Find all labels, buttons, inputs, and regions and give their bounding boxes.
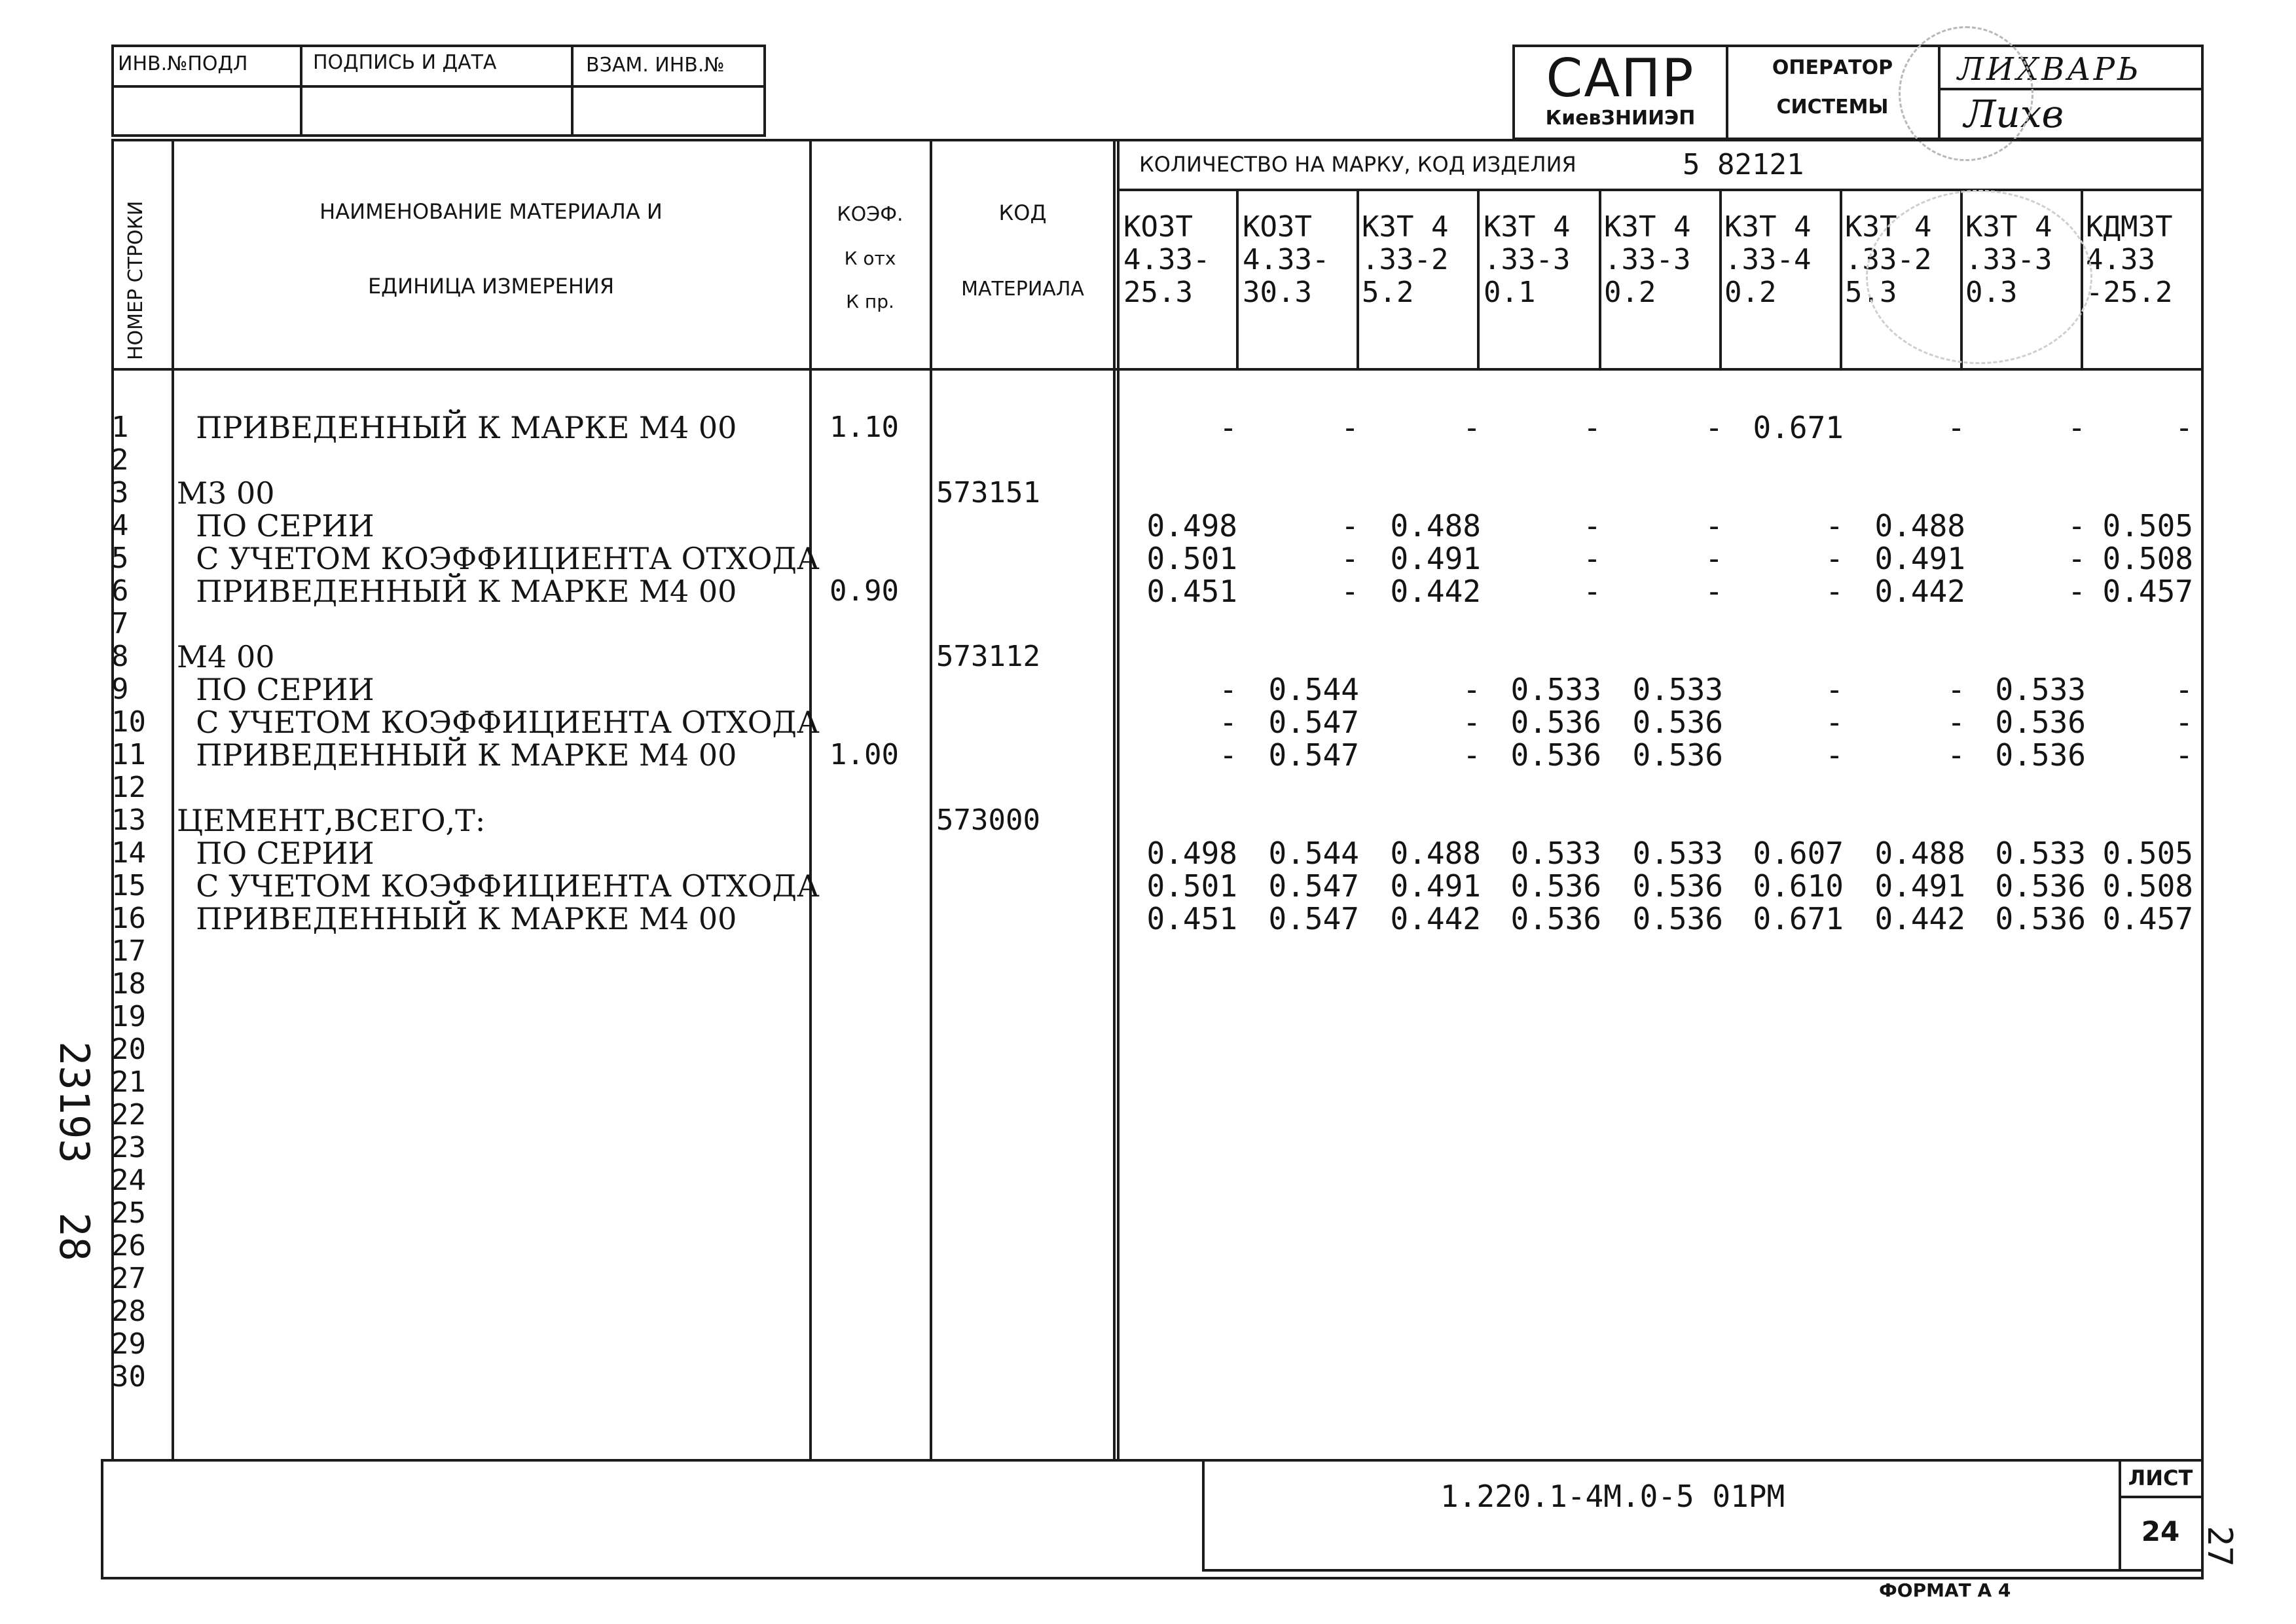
quantity-cell: - (1947, 410, 1965, 445)
coefficient: 1.10 (829, 411, 899, 444)
quantity-cell: 0.536 (1995, 901, 2086, 936)
row-number: 28 (111, 1295, 146, 1328)
quantity-cell: 0.536 (1510, 868, 1601, 904)
quantity-cell: 0.442 (1874, 574, 1965, 609)
quantity-cell: 0.442 (1390, 901, 1481, 936)
quantity-cell: 0.491 (1390, 868, 1481, 904)
quantity-cell: 0.508 (2102, 541, 2193, 576)
quantity-cell: 0.536 (1995, 868, 2086, 904)
quantity-cell: 0.671 (1753, 410, 1844, 445)
quantity-cell: - (1341, 410, 1359, 445)
row-number: 11 (111, 738, 146, 771)
quantity-cell: - (1219, 705, 1237, 740)
quantity-cell: - (1825, 508, 1844, 544)
quantity-cell: - (1825, 574, 1844, 609)
row-number: 18 (111, 967, 146, 1001)
quantity-cell: - (2068, 574, 2086, 609)
column-header-6-line-1: К3Т 4 (1724, 210, 1812, 244)
quantity-cell: 0.488 (1390, 836, 1481, 871)
row-number: 15 (111, 869, 146, 902)
row-number: 23 (111, 1131, 146, 1164)
quantity-cell: 0.544 (1268, 836, 1359, 871)
quantity-cell: 0.488 (1874, 836, 1965, 871)
column-header-4-line-3: 0.1 (1484, 276, 1536, 309)
quantity-cell: - (1341, 508, 1359, 544)
quantity-cell: 0.671 (1753, 901, 1844, 936)
row-number: 22 (111, 1098, 146, 1132)
coefficient: 0.90 (829, 574, 899, 608)
row-number: 17 (111, 934, 146, 968)
quantity-cell: 0.547 (1268, 737, 1359, 773)
product-code: 5 82121 (1683, 148, 1804, 181)
quantity-cell: - (1341, 541, 1359, 576)
quantity-cell: 0.488 (1390, 508, 1481, 544)
quantity-cell: 0.533 (1995, 836, 2086, 871)
material-name: ПРИВЕДЕННЫЙ К МАРКЕ М4 00 (177, 410, 737, 445)
quantity-cell: - (1705, 508, 1723, 544)
document-code: 1.220.1-4М.0-5 01РМ (1440, 1479, 1785, 1514)
row-number: 5 (111, 542, 129, 575)
row-number: 9 (111, 673, 129, 706)
quantity-cell: - (2175, 672, 2193, 707)
quantity-cell: - (1825, 737, 1844, 773)
row-number: 4 (111, 509, 129, 542)
column-header-9-line-3: -25.2 (2086, 276, 2173, 309)
page-note: 27 (2200, 1526, 2239, 1567)
quantity-cell: 0.505 (2102, 508, 2193, 544)
system-label: СИСТЕМЫ (1776, 96, 1889, 119)
column-header-5-line-2: .33-3 (1604, 243, 1691, 276)
column-header-4-line-1: К3Т 4 (1484, 210, 1571, 244)
quantity-cell: 0.536 (1632, 868, 1723, 904)
quantity-cell: - (1219, 410, 1237, 445)
quantity-cell: - (2175, 737, 2193, 773)
quantity-cell: 0.501 (1146, 868, 1237, 904)
column-header-8-line-2: .33-3 (1965, 243, 2052, 276)
quantity-cell: 0.536 (1510, 705, 1601, 740)
quantity-cell: - (1705, 541, 1723, 576)
quantity-cell: - (1341, 574, 1359, 609)
material-name: М4 00 (177, 639, 275, 674)
quantity-cell: 0.457 (2102, 901, 2193, 936)
quantity-cell: 0.508 (2102, 868, 2193, 904)
name-header-line2: ЕДИНИЦА ИЗМЕРЕНИЯ (367, 274, 615, 299)
quantity-cell: 0.536 (1632, 901, 1723, 936)
column-header-7-line-3: 5.3 (1845, 276, 1897, 309)
quantity-header: КОЛИЧЕСТВО НА МАРКУ, КОД ИЗДЕЛИЯ (1139, 152, 1576, 177)
column-header-3-line-3: 5.2 (1362, 276, 1414, 309)
row-number: 19 (111, 1000, 146, 1033)
column-header-3-line-2: .33-2 (1362, 243, 1449, 276)
quantity-cell: - (1463, 672, 1481, 707)
column-header-2-line-3: 30.3 (1243, 276, 1312, 309)
row-number: 13 (111, 803, 146, 837)
column-header-7-line-2: .33-2 (1845, 243, 1932, 276)
format-label: ФОРМАТ А 4 (1879, 1579, 2011, 1601)
quantity-cell: - (1947, 737, 1965, 773)
row-number: 8 (111, 640, 129, 673)
material-code: 573000 (936, 803, 1040, 837)
quantity-cell: - (1583, 574, 1601, 609)
quantity-cell: - (1463, 410, 1481, 445)
quantity-cell: 0.533 (1510, 836, 1601, 871)
quantity-cell: 0.536 (1995, 737, 2086, 773)
column-header-9-line-1: КДМ3Т (2086, 210, 2173, 244)
row-number: 1 (111, 411, 129, 444)
quantity-cell: 0.457 (2102, 574, 2193, 609)
quantity-cell: 0.547 (1268, 705, 1359, 740)
quantity-cell: 0.505 (2102, 836, 2193, 871)
quantity-cell: - (1705, 410, 1723, 445)
material-name: ПО СЕРИИ (177, 836, 374, 871)
code-header-line2: МАТЕРИАЛА (961, 278, 1084, 301)
material-name: ПО СЕРИИ (177, 672, 374, 707)
column-header-8-line-3: 0.3 (1965, 276, 2018, 309)
column-header-6-line-3: 0.2 (1724, 276, 1777, 309)
quantity-cell: - (1705, 574, 1723, 609)
quantity-cell: 0.533 (1510, 672, 1601, 707)
operator-label: ОПЕРАТОР (1772, 56, 1893, 79)
material-code: 573151 (936, 476, 1040, 509)
row-number: 25 (111, 1196, 146, 1230)
quantity-cell: 0.451 (1146, 901, 1237, 936)
row-number: 16 (111, 902, 146, 935)
quantity-cell: 0.442 (1874, 901, 1965, 936)
quantity-cell: 0.491 (1874, 868, 1965, 904)
quantity-cell: - (1583, 541, 1601, 576)
row-number: 7 (111, 607, 129, 640)
quantity-cell: 0.488 (1874, 508, 1965, 544)
column-header-5-line-1: К3Т 4 (1604, 210, 1691, 244)
column-header-1-line-1: КО3Т (1123, 210, 1193, 244)
quantity-cell: 0.536 (1632, 737, 1723, 773)
sheet-number: 24 (2141, 1515, 2180, 1547)
quantity-cell: 0.544 (1268, 672, 1359, 707)
row-number: 26 (111, 1229, 146, 1263)
quantity-cell: - (2175, 410, 2193, 445)
quantity-cell: 0.610 (1753, 868, 1844, 904)
quantity-cell: - (1825, 705, 1844, 740)
quantity-cell: 0.498 (1146, 508, 1237, 544)
column-header-2-line-2: 4.33- (1243, 243, 1330, 276)
code-header-line1: КОД (998, 200, 1047, 225)
replace-inv-label: ВЗАМ. ИНВ.№ (586, 54, 725, 77)
quantity-cell: - (1947, 705, 1965, 740)
material-name: ПРИВЕДЕННЫЙ К МАРКЕ М4 00 (177, 737, 737, 773)
sapr-title: САПР (1546, 48, 1695, 109)
row-number: 3 (111, 476, 129, 509)
round-stamp-table (1866, 190, 2092, 364)
quantity-cell: 0.547 (1268, 868, 1359, 904)
quantity-cell: 0.536 (1510, 901, 1601, 936)
material-name: М3 00 (177, 475, 275, 511)
quantity-cell: - (1825, 541, 1844, 576)
quantity-cell: - (1947, 672, 1965, 707)
quantity-cell: 0.533 (1995, 672, 2086, 707)
material-name: ЦЕМЕНТ,ВСЕГО,Т: (177, 803, 486, 838)
row-number: 24 (111, 1164, 146, 1197)
quantity-cell: 0.607 (1753, 836, 1844, 871)
operator-signature: Лихв (1964, 92, 2064, 136)
inv-label: ИНВ.№ПОДЛ (118, 52, 248, 75)
coef-header-line1: КОЭФ. (837, 203, 903, 226)
column-header-6-line-2: .33-4 (1724, 243, 1812, 276)
material-name: ПРИВЕДЕННЫЙ К МАРКЕ М4 00 (177, 574, 737, 609)
quantity-cell: 0.536 (1632, 705, 1723, 740)
quantity-cell: 0.533 (1632, 672, 1723, 707)
quantity-cell: - (1463, 737, 1481, 773)
coef-header-line3: К пр. (846, 291, 894, 312)
row-number: 10 (111, 705, 146, 739)
operator-name: ЛИХВАРЬ (1958, 51, 2141, 88)
quantity-cell: 0.533 (1632, 836, 1723, 871)
quantity-cell: - (2068, 508, 2086, 544)
material-name: С УЧЕТОМ КОЭФФИЦИЕНТА ОТХОДА (177, 868, 820, 904)
column-header-9-line-2: 4.33 (2086, 243, 2155, 276)
name-header-line1: НАИМЕНОВАНИЕ МАТЕРИАЛА И (319, 199, 663, 224)
sheet-label: ЛИСТ (2128, 1466, 2193, 1490)
quantity-cell: - (2068, 541, 2086, 576)
quantity-cell: 0.442 (1390, 574, 1481, 609)
margin-inventory-note: 23193 28 (50, 1041, 98, 1261)
quantity-cell: - (1219, 737, 1237, 773)
coefficient: 1.00 (829, 738, 899, 771)
quantity-cell: - (1583, 508, 1601, 544)
quantity-cell: 0.491 (1390, 541, 1481, 576)
quantity-cell: 0.501 (1146, 541, 1237, 576)
quantity-cell: - (2068, 410, 2086, 445)
column-header-8-line-1: К3Т 4 (1965, 210, 2052, 244)
quantity-cell: - (1825, 672, 1844, 707)
quantity-cell: - (1583, 410, 1601, 445)
row-number: 27 (111, 1262, 146, 1295)
column-header-5-line-3: 0.2 (1604, 276, 1656, 309)
org-name: КиевЗНИИЭП (1545, 107, 1696, 130)
row-number: 21 (111, 1065, 146, 1099)
quantity-cell: 0.536 (1510, 737, 1601, 773)
row-number: 14 (111, 836, 146, 870)
row-number: 6 (111, 574, 129, 608)
quantity-cell: - (1463, 705, 1481, 740)
coef-header-line2: К отх (844, 248, 896, 269)
quantity-cell: 0.451 (1146, 574, 1237, 609)
column-header-4-line-2: .33-3 (1484, 243, 1571, 276)
column-header-7-line-1: К3Т 4 (1845, 210, 1932, 244)
quantity-cell: 0.547 (1268, 901, 1359, 936)
material-name: ПО СЕРИИ (177, 508, 374, 544)
column-header-1-line-2: 4.33- (1123, 243, 1211, 276)
signature-date-label: ПОДПИСЬ И ДАТА (313, 51, 497, 74)
row-number: 30 (111, 1360, 146, 1393)
quantity-cell: 0.536 (1995, 705, 2086, 740)
quantity-cell: 0.498 (1146, 836, 1237, 871)
material-name: ПРИВЕДЕННЫЙ К МАРКЕ М4 00 (177, 901, 737, 936)
quantity-cell: - (1219, 672, 1237, 707)
row-number: 2 (111, 443, 129, 477)
column-header-3-line-1: К3Т 4 (1362, 210, 1449, 244)
row-number: 29 (111, 1327, 146, 1361)
column-header-1-line-3: 25.3 (1123, 276, 1193, 309)
row-number-header: НОМЕР СТРОКИ (124, 200, 147, 360)
material-code: 573112 (936, 640, 1040, 673)
column-header-2-line-1: КО3Т (1243, 210, 1312, 244)
row-number: 12 (111, 771, 146, 804)
material-name: С УЧЕТОМ КОЭФФИЦИЕНТА ОТХОДА (177, 541, 820, 576)
material-name: С УЧЕТОМ КОЭФФИЦИЕНТА ОТХОДА (177, 705, 820, 740)
quantity-cell: - (2175, 705, 2193, 740)
row-number: 20 (111, 1033, 146, 1066)
quantity-cell: 0.491 (1874, 541, 1965, 576)
